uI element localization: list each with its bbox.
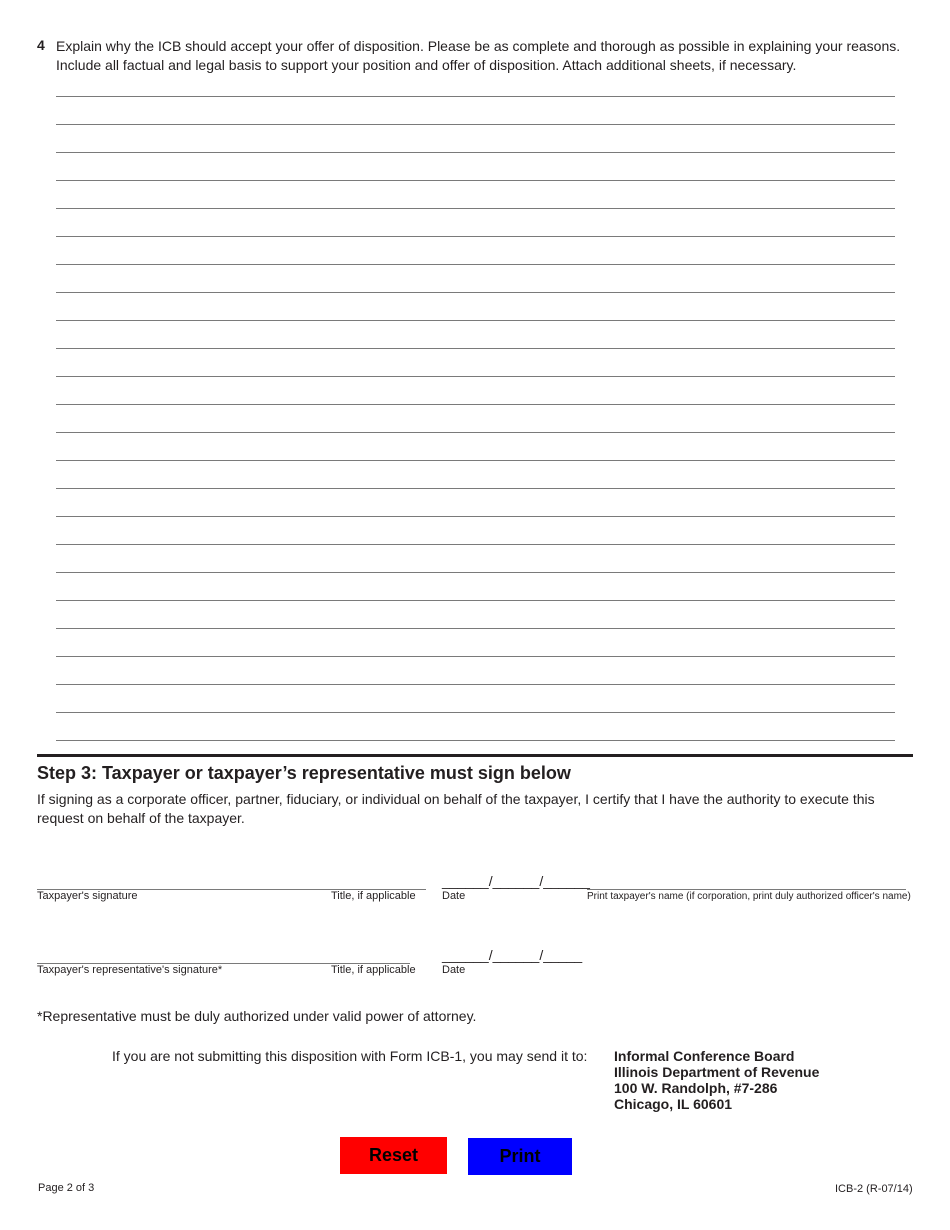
- address-line: Chicago, IL 60601: [614, 1096, 733, 1112]
- answer-line[interactable]: [56, 685, 895, 713]
- title-label: Title, if applicable: [331, 964, 416, 976]
- answer-line[interactable]: [56, 153, 895, 181]
- footnote: *Representative must be duly authorized under valid power of attorney.: [37, 1008, 477, 1024]
- address-line: Illinois Department of Revenue: [614, 1064, 820, 1080]
- representative-signature-label: Taxpayer's representative's signature*: [37, 964, 223, 976]
- answer-line[interactable]: [56, 629, 895, 657]
- answer-line[interactable]: [56, 97, 895, 125]
- date-label: Date: [442, 890, 466, 902]
- send-to-text: If you are not submitting this disposition with Form ICB-1, you may send it to:: [112, 1048, 588, 1064]
- answer-line[interactable]: [56, 433, 895, 461]
- answer-line[interactable]: [56, 657, 895, 685]
- answer-line[interactable]: [56, 125, 895, 153]
- answer-line[interactable]: [56, 181, 895, 209]
- address-line: Informal Conference Board: [614, 1048, 795, 1064]
- taxpayer-signature-label: Taxpayer's signature: [37, 890, 138, 902]
- address-line: 100 W. Randolph, #7-286: [614, 1080, 778, 1096]
- answer-line[interactable]: [56, 209, 895, 237]
- answer-line[interactable]: [56, 489, 895, 517]
- date-label: Date: [442, 964, 466, 976]
- answer-line[interactable]: [56, 573, 895, 601]
- answer-line[interactable]: [56, 321, 895, 349]
- date-field[interactable]: ______/______/______: [442, 873, 590, 889]
- print-button[interactable]: Print: [468, 1138, 572, 1175]
- answer-line[interactable]: [56, 377, 895, 405]
- mailing-address: [614, 1048, 819, 1112]
- answer-line[interactable]: [56, 405, 895, 433]
- question-text: Explain why the ICB should accept your offer of disposition. Please be as complete and thorough as possible in explaining your reasons. Include all factual and legal basis to support your position and offer of disposition. Attach additional sheets, if necessary.: [56, 38, 901, 73]
- certification-text: If signing as a corporate officer, partner, fiduciary, or individual on behalf of the taxpayer, I certify that I have the authority to execute this request on behalf of the taxpayer.: [37, 791, 875, 826]
- answer-line[interactable]: [56, 713, 895, 741]
- form-number: ICB-2 (R-07/14): [835, 1183, 913, 1195]
- title-label: Title, if applicable: [331, 890, 416, 902]
- section-divider: [37, 754, 913, 757]
- taxpayer-name-field[interactable]: [587, 889, 906, 890]
- answer-line[interactable]: [56, 237, 895, 265]
- answer-line[interactable]: [56, 461, 895, 489]
- step3-heading: Step 3: Taxpayer or taxpayer’s representative must sign below: [37, 763, 571, 783]
- answer-line[interactable]: [56, 601, 895, 629]
- reset-button[interactable]: Reset: [340, 1137, 447, 1174]
- answer-area[interactable]: [56, 96, 895, 741]
- answer-line[interactable]: [56, 517, 895, 545]
- answer-line[interactable]: [56, 545, 895, 573]
- answer-line[interactable]: [56, 349, 895, 377]
- answer-line[interactable]: [56, 265, 895, 293]
- answer-line[interactable]: [56, 293, 895, 321]
- date-field[interactable]: ______/______/_____: [442, 947, 583, 963]
- taxpayer-name-label: Print taxpayer's name (if corporation, print duly authorized officer's name): [587, 891, 911, 902]
- page-number: Page 2 of 3: [38, 1182, 95, 1194]
- question-number: 4: [37, 37, 45, 53]
